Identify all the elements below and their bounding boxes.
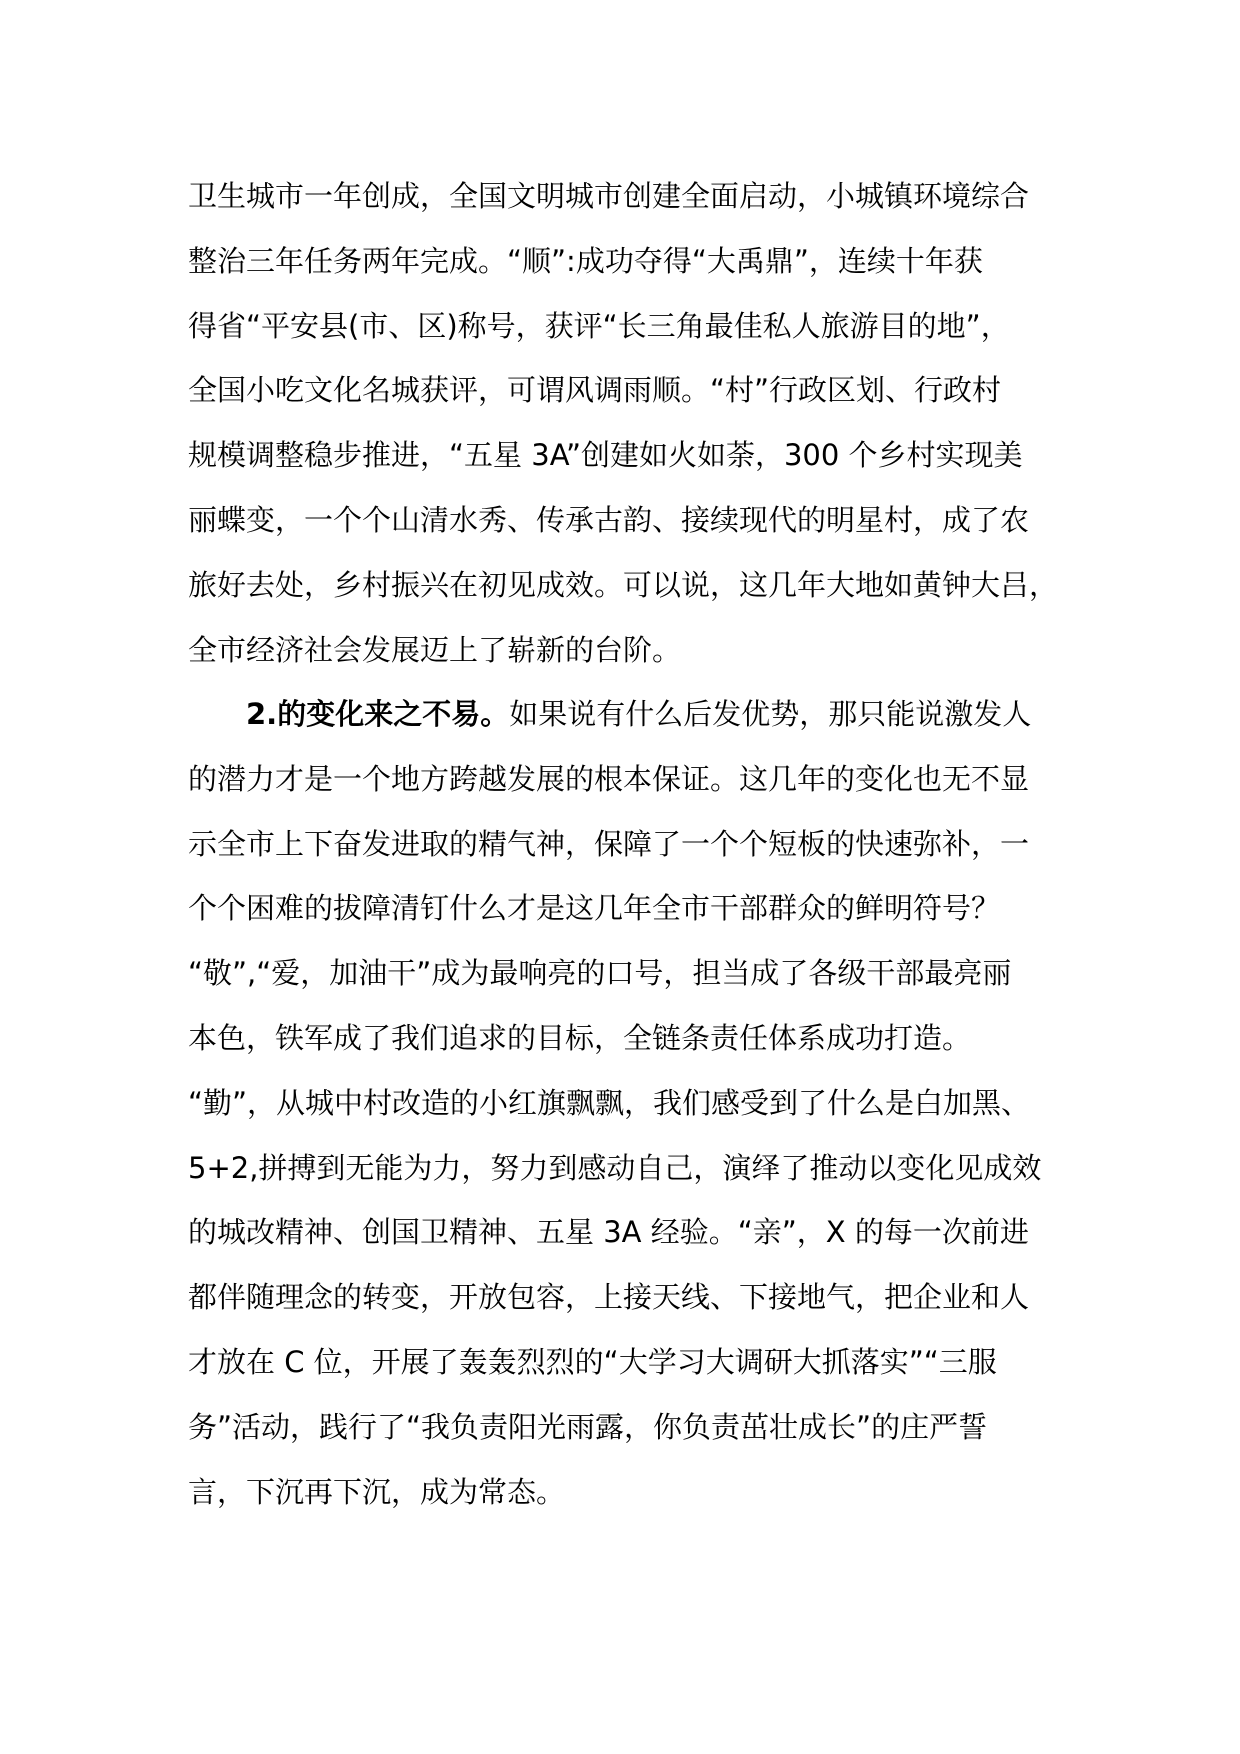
paragraph-line: 的城改精神、创国卫精神、五星 3A 经验。“亲”，X 的每一次前进: [188, 1215, 1029, 1250]
paragraph-line: 本色，铁军成了我们追求的目标，全链条责任体系成功打造。: [188, 1020, 972, 1055]
paragraph-line: “勤”，从城中村改造的小红旗飘飘，我们感受到了什么是白加黑、: [188, 1085, 1031, 1120]
paragraph-line: 都伴随理念的转变，开放包容，上接天线、下接地气，把企业和人: [188, 1280, 1030, 1315]
paragraph-line: 整治三年任务两年完成。“顺”:成功夺得“大禹鼎”，连续十年获: [188, 243, 983, 278]
paragraph-line: 才放在 C 位，开展了轰轰烈烈的“大学习大调研大抓落实”“三服: [188, 1344, 997, 1379]
paragraph-line: 的潜力才是一个地方跨越发展的根本保证。这几年的变化也无不显: [188, 761, 1030, 796]
paragraph-line: 务”活动，践行了“我负责阳光雨露，你负责茁壮成长”的庄严誓: [188, 1409, 988, 1444]
paragraph-line: 卫生城市一年创成，全国文明城市创建全面启动，小城镇环境综合: [188, 179, 1030, 213]
paragraph-line: 全市经济社会发展迈上了崭新的台阶。: [188, 632, 682, 667]
paragraph-line: 旅好去处，乡村振兴在初见成效。可以说，这几年大地如黄钟大吕，: [188, 567, 1059, 602]
paragraph-line: 示全市上下奋发进取的精气神，保障了一个个短板的快速弥补，一: [188, 826, 1030, 861]
section-heading: 2.的变化来之不易。: [246, 697, 510, 731]
paragraph-line: 言，下沉再下沉，成为常态。: [188, 1474, 566, 1509]
paragraph-line: “敬”,“爱，加油干”成为最响亮的口号，担当成了各级干部最亮丽: [188, 956, 1012, 991]
paragraph-line: 丽蝶变，一个个山清水秀、传承古韵、接续现代的明星村，成了农: [188, 502, 1030, 537]
paragraph-line: 规模调整稳步推进，“五星 3A”创建如火如荼，300 个乡村实现美: [188, 438, 1023, 473]
paragraph-1: [188, 164, 1088, 682]
paragraph-line: 全国小吃文化名城获评，可谓风调雨顺。“村”行政区划、行政村: [188, 373, 1002, 408]
paragraph-line: 得省“平安县(市、区)称号，获评“长三角最佳私人旅游目的地”，: [188, 308, 1010, 343]
paragraph-line-text: 如果说有什么后发优势，那只能说激发人: [509, 697, 1032, 731]
paragraph-2: [188, 682, 1088, 1524]
paragraph-line: 个个困难的拔障清钉什么才是这几年全市干部群众的鲜明符号？: [188, 891, 1001, 926]
paragraph-line: 5+2,拼搏到无能为力，努力到感动自己，演绎了推动以变化见成效: [188, 1150, 1042, 1185]
paragraph-first-line: [188, 682, 1088, 747]
